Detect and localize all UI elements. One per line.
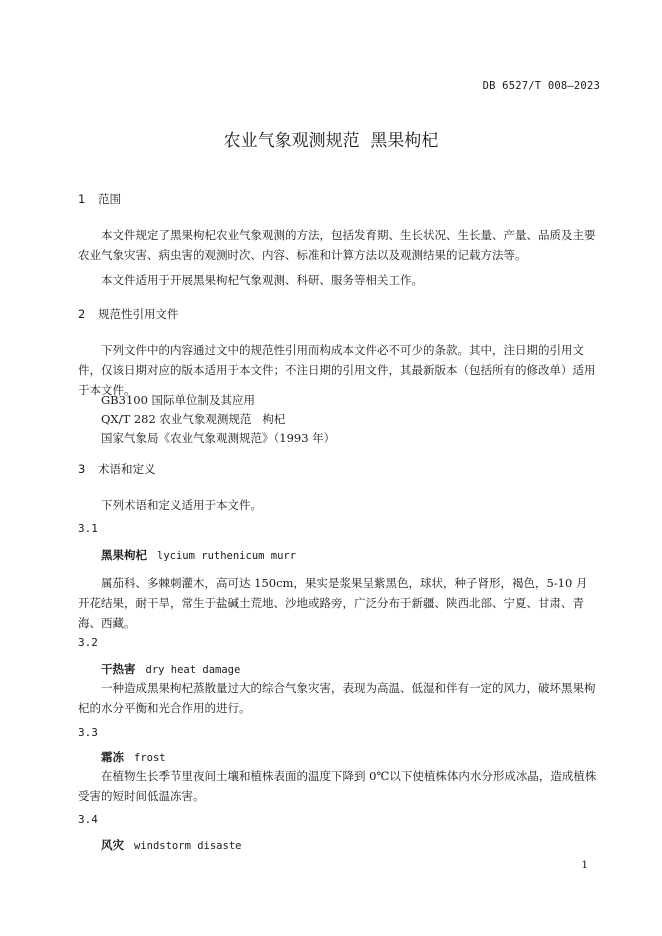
section-heading-scope [78, 191, 121, 207]
paragraph: 本文件规定了黑果枸杞农业气象观测的方法，包括发育期、生长状况、生长量、产量、品质及主要农业气象灾害、病虫害的观测时次、内容、标准和计算方法以及观测结果的记载方法等。 [78, 228, 596, 262]
term-english: frost [134, 752, 166, 764]
reference-item: GB3100 国际单位制及其应用 [101, 393, 256, 407]
term-chinese: 霜冻 [101, 750, 124, 764]
term-definition: 在植物生长季节里夜间土壤和植株表面的温度下降到 0℃以下使植株体内水分形成冰晶，造成植株受害的短时间低温冻害。 [78, 769, 597, 803]
term-chinese: 黑果枸杞 [101, 548, 147, 562]
section-number: 1 [78, 192, 86, 206]
term-entry [101, 661, 240, 677]
section-number: 2 [78, 307, 86, 321]
document-title: 农业气象观测规范 黑果枸杞 [223, 131, 439, 151]
clause-number: 3.4 [78, 813, 98, 826]
section-title: 术语和定义 [98, 462, 156, 476]
section-number: 3 [78, 462, 86, 476]
page-number: 1 [581, 859, 588, 871]
reference-item: QX/T 282 农业气象观测规范 枸杞 [101, 412, 286, 426]
term-chinese: 风灾 [101, 838, 124, 852]
term-english: lycium ruthenicum murr [157, 550, 297, 562]
term-definition: 一种造成黑果枸杞蒸散量过大的综合气象灾害，表现为高温、低湿和伴有一定的风力，破坏黑果枸杞的水分平衡和光合作用的进行。 [78, 681, 596, 715]
term-english: dry heat damage [145, 664, 241, 676]
term-entry [101, 749, 166, 765]
reference-item: 国家气象局《农业气象观测规范》（1993 年） [101, 431, 336, 445]
section-heading-terms [78, 461, 156, 477]
paragraph: 下列术语和定义适用于本文件。 [101, 498, 262, 512]
term-entry [101, 547, 296, 563]
term-english: windstorm disaste [134, 840, 242, 852]
term-chinese: 干热害 [101, 662, 136, 676]
section-title: 范围 [98, 192, 121, 206]
paragraph: 下列文件中的内容通过文中的规范性引用而构成本文件必不可少的条款。其中，注日期的引用文件，仅该日期对应的版本适用于本文件；不注日期的引用文件，其最新版本（包括所有的修改单）适用于本文件。 [78, 343, 596, 397]
clause-number: 3.1 [78, 522, 98, 535]
document-number: DB 6527/T 008—2023 [482, 80, 600, 92]
term-entry [101, 837, 241, 853]
paragraph: 本文件适用于开展黑果枸杞气象观测、科研、服务等相关工作。 [101, 273, 423, 287]
term-definition: 属茄科、多棘刺灌木，高可达 150cm，果实是浆果呈紫黑色，球状，种子肾形，褐色，5-10 月开花结果，耐干旱，常生于盐碱土荒地、沙地或路旁，广泛分布于新疆、陕西北部、宁夏、甘肃、青海、西藏。 [78, 576, 588, 630]
section-heading-references [78, 306, 179, 322]
clause-number: 3.2 [78, 636, 98, 649]
clause-number: 3.3 [78, 726, 98, 739]
section-title: 规范性引用文件 [98, 307, 179, 321]
